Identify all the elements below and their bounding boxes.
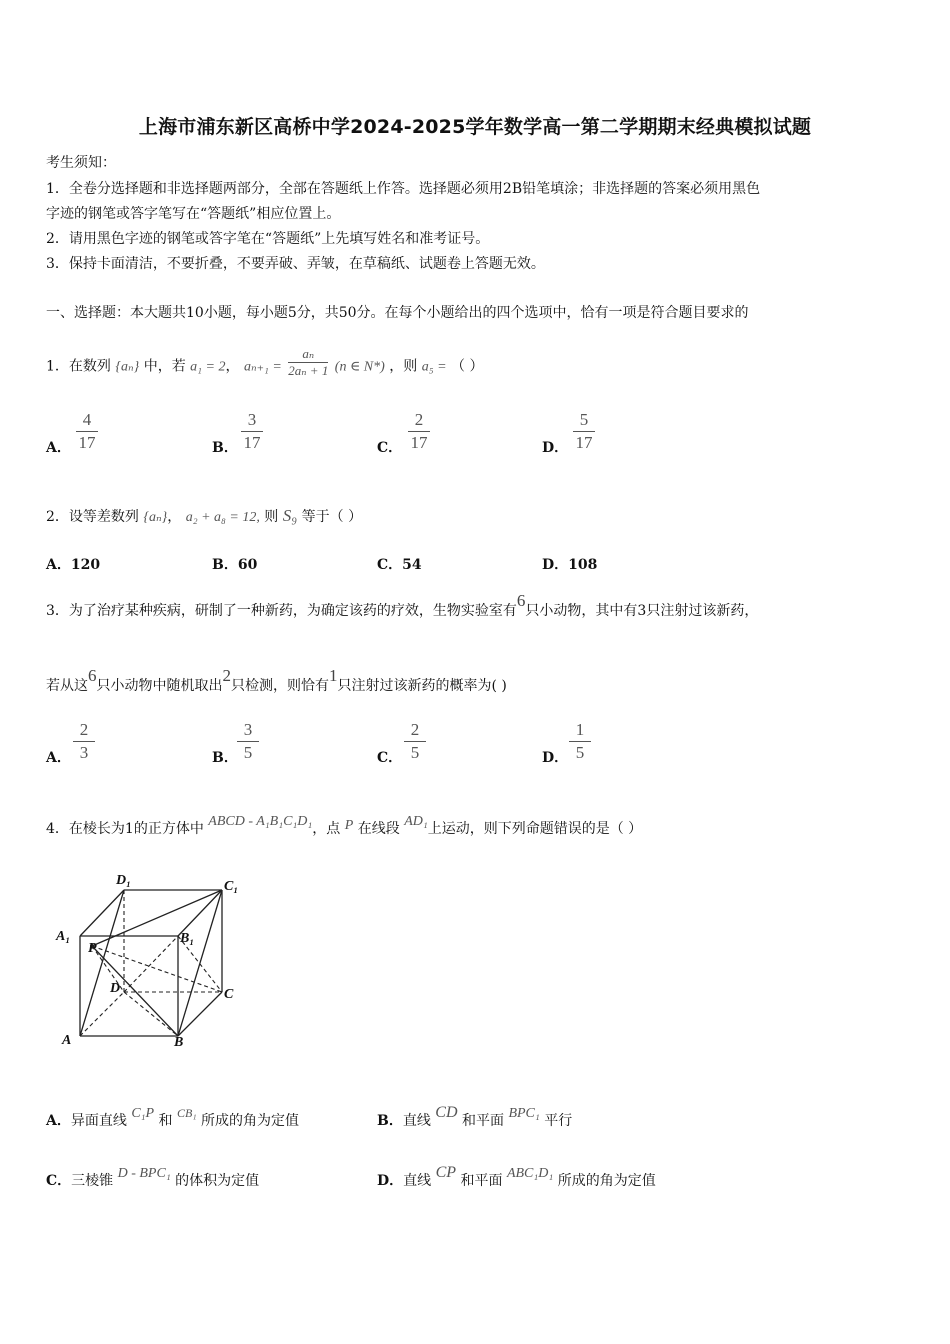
q1-sequence: {aₙ} [115,359,140,375]
q2-option-d-label: D． [542,557,569,573]
notice-heading: 考生须知： [46,155,116,171]
q1-prefix: 1．在数列 [46,358,111,375]
q3-option-d-den: 5 [575,743,585,762]
q4-option-c-t1: 三棱锥 [71,1173,114,1189]
q3-option-d-num: 1 [575,720,585,739]
label-d: D [110,981,121,996]
q4-point: P [344,818,354,833]
q3-option-a-label: A． [46,750,71,766]
q3-option-c-value [400,720,430,763]
q4-mid1: ，点 [312,821,341,837]
q1-option-b-value [237,410,267,453]
q3-option-b-label: B． [212,750,238,766]
q2-option-a [46,554,100,574]
q3-option-b-value [233,720,263,763]
q4-option-c-m1: D - BPC₁ [117,1166,171,1181]
exam-title: 上海市浦东新区高桥中学2024-2025学年数学高一第二学期期末经典模拟试题 [138,116,812,138]
q1-condition: a₁ = 2 [190,359,226,375]
q4-option-d-label: D． [377,1173,404,1189]
label-d1: D₁ [116,873,131,888]
q1-option-b-num: 3 [247,410,257,429]
q1-option-a-num: 4 [82,410,92,429]
q3-n1: 6 [516,591,526,610]
q4-option-d-t1: 直线 [403,1173,432,1189]
q2-then: 则 [264,509,279,525]
q1-recurrence-fraction [288,346,328,379]
q1-target: a₅ = [421,359,447,375]
question-3-line-2 [46,666,507,695]
q3-option-c-label: C． [377,750,403,766]
q3-n3: 2 [222,666,231,685]
q2-sequence: {aₙ} [143,510,168,525]
q1-option-a-den: 17 [78,433,96,452]
q4-mid2: 在线段 [357,821,400,837]
q2-condition: a₂ + a₈ = 12, [185,510,260,525]
q2-option-a-value: 120 [70,557,101,573]
q4-option-d [377,1164,656,1190]
q1-recurrence-domain: (n ∈ N*) [334,359,385,375]
q1-option-a-value [72,410,102,453]
question-4 [46,814,643,838]
q3-option-b-den: 5 [243,743,253,762]
q4-option-b [377,1104,573,1130]
q4-option-b-m1: CD [435,1104,458,1121]
q1-option-a-label: A． [46,440,71,456]
question-3-line-1 [46,591,759,620]
q3-option-c-num: 2 [410,720,420,739]
q2-option-b-value: 60 [237,557,258,573]
q4-option-c-t2: 的体积为定值 [175,1173,260,1189]
q4-option-a-m1: C₁P [131,1106,155,1121]
q1-recurrence-denominator: 2aₙ + 1 [288,363,329,378]
q3-option-d-value [565,720,595,763]
label-a: A [62,1033,72,1048]
q3-option-a-den: 3 [79,743,89,762]
q1-option-d-den: 17 [575,433,593,452]
q3-option-a-num: 2 [79,720,89,739]
notice-item-1a: 1．全卷分选择题和非选择题两部分，全部在答题纸上作答。选择题必须用2B铅笔填涂；非选择题的答案必须用黑色 [46,181,761,197]
q2-option-d-value: 108 [568,557,598,573]
q2-option-b-label: B． [212,557,238,573]
edge-d-b [124,992,178,1036]
q2-target: S₉ [282,506,298,525]
q4-cube: ABCD - A₁B₁C₁D₁ [208,814,313,829]
section-heading: 一、选择题：本大题共10小题，每小题5分，共50分。在每个小题给出的四个选项中，恰有一项是符合题目要求的 [46,305,749,321]
q1-option-d-num: 5 [579,410,589,429]
q2-comma: ， [167,509,182,525]
label-c: C [224,987,234,1002]
q1-recurrence-lhs: aₙ₊₁ = [243,359,282,375]
q4-option-a [46,1106,299,1130]
cube-figure [52,866,252,1051]
q4-option-d-m2: ABC₁D₁ [506,1166,554,1181]
q2-option-c-value: 54 [402,557,422,573]
q4-option-b-m2: BPC₁ [508,1106,540,1121]
q4-option-a-label: A． [46,1113,71,1129]
q4-option-b-t3: 平行 [544,1113,573,1129]
label-p: P [88,941,97,956]
q1-option-c-num: 2 [414,410,424,429]
q4-option-d-m1: CP [435,1164,457,1181]
q3-line2-b: 只小动物中随机取出 [96,678,223,694]
label-b1: B₁ [180,931,195,946]
q4-option-b-t1: 直线 [402,1113,431,1129]
q1-option-b-den: 17 [243,433,261,452]
notice-item-3: 3．保持卡面清洁，不要折叠，不要弄破、弄皱，在草稿纸、试题卷上答题无效。 [46,256,545,272]
q4-option-d-t2: 和平面 [460,1173,503,1189]
q2-prefix: 2．设等差数列 [46,509,139,525]
q3-n2: 6 [88,666,97,685]
q3-option-d-label: D． [542,750,569,766]
q1-option-c-label: C． [377,440,403,456]
notice-item-2: 2．请用黑色字迹的钢笔或答字笔在“答题纸”上先填写姓名和准考证号。 [46,231,490,247]
label-a1: A₁ [56,929,71,944]
q4-option-a-t1: 异面直线 [70,1113,127,1129]
q2-option-d [542,554,597,574]
q3-line2-a: 若从这 [46,678,88,694]
question-2 [46,506,362,526]
question-1 [46,346,484,383]
edge-d-b1 [124,936,178,992]
label-c1: C₁ [224,879,239,894]
q1-option-d-label: D． [542,440,569,456]
q4-option-d-t3: 所成的角为定值 [557,1173,656,1189]
q1-comma: ， [225,358,240,375]
q3-line2-c: 只检测，则恰有 [231,678,329,694]
q3-option-b-num: 3 [243,720,253,739]
q4-option-a-m2: CB₁ [177,1106,197,1120]
label-b: B [174,1035,184,1050]
q1-option-d-value [569,410,599,453]
q4-suffix: 上运动，则下列命题错误的是（ ） [427,821,643,837]
q3-option-a-value [69,720,99,763]
notice-item-1b: 字迹的钢笔或答字笔写在“答题纸”相应位置上。 [46,206,341,222]
q4-prefix: 4．在棱长为1的正方体中 [46,821,204,837]
q2-option-c-label: C． [377,557,403,573]
q2-option-a-label: A． [46,557,71,573]
q1-then: ，则 [389,358,418,375]
q2-suffix: 等于（ ） [301,509,363,525]
q3-option-c-den: 5 [410,743,420,762]
q4-option-c [46,1166,260,1190]
q1-option-b-label: B． [212,440,238,456]
q2-option-b [212,554,257,574]
q4-option-c-label: C． [46,1173,72,1189]
q4-option-b-t2: 和平面 [461,1113,504,1129]
q1-mid: 中，若 [143,358,186,375]
q3-line1-suffix: 只小动物，其中有3只注射过该新药， [525,603,759,619]
q3-line2-d: 只注射过该新药的概率为( ) [337,678,507,694]
q2-option-c [377,554,422,574]
edge-p-c1 [92,890,222,946]
q3-line1-prefix: 3．为了治疗某种疾病，研制了一种新药，为确定该药的疗效，生物实验室有 [46,603,517,619]
q1-option-c-value [404,410,434,453]
edge-p-b [92,946,178,1036]
q4-option-a-t3: 所成的角为定值 [200,1113,299,1129]
q4-segment: AD₁ [404,814,428,829]
q1-option-c-den: 17 [410,433,428,452]
q4-option-a-t2: 和 [158,1113,173,1129]
q1-recurrence-numerator: aₙ [302,346,315,361]
q4-option-b-label: B． [377,1113,403,1129]
q3-n4: 1 [329,666,338,685]
q1-paren: （ ） [451,358,484,375]
